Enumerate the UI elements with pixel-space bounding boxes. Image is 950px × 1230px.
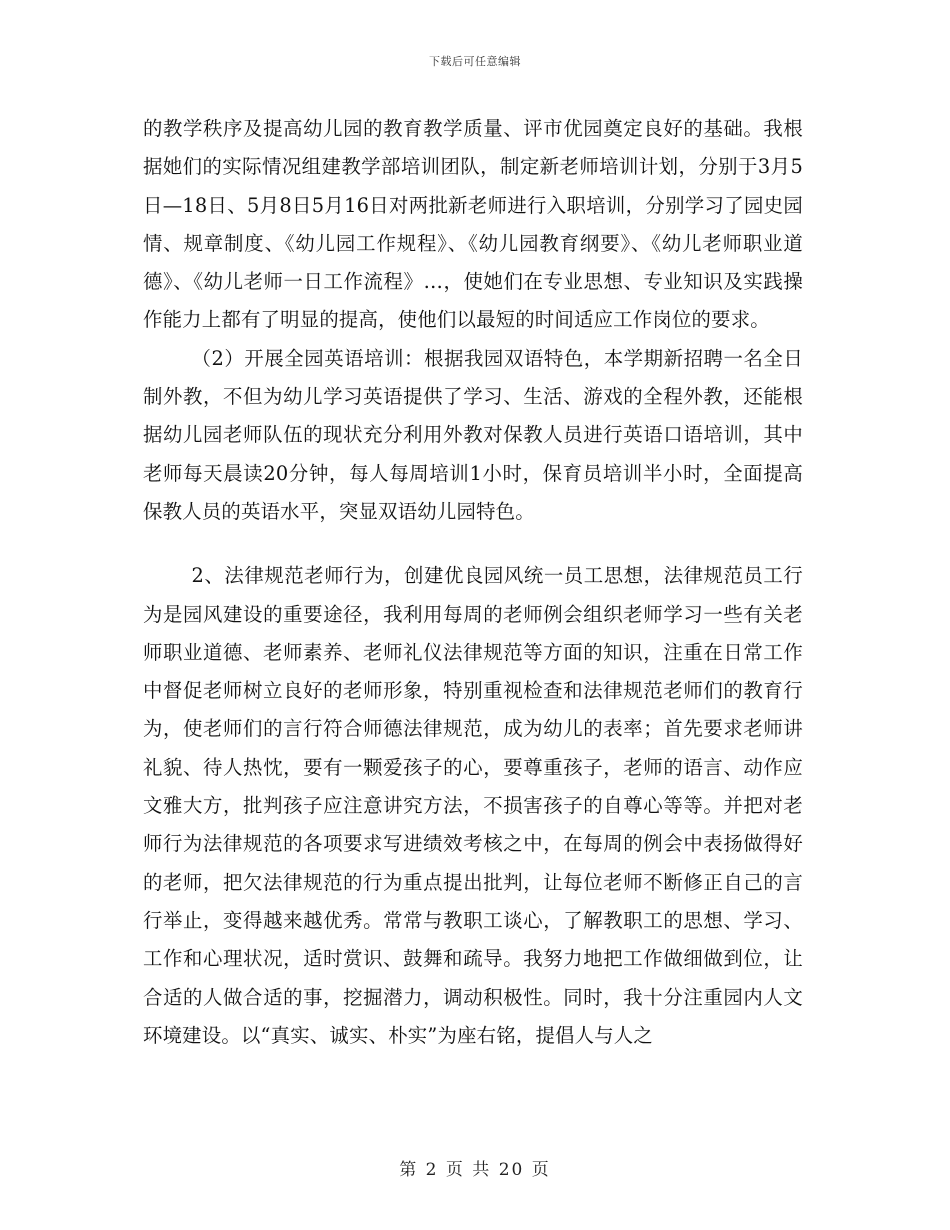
page-number-footer: 第 2 页 共 20 页: [399, 1160, 551, 1180]
paragraph-english-training: （2）开展全园英语培训：根据我园双语特色，本学期新招聘一名全日制外教，不但为幼儿学习英语提供了学习、生活、游戏的全程外教，还能根据幼儿园老师队伍的现状充分利用外教对保教人员进行英语口语培训，其中老师每天晨读20分钟，每人每周培训1小时，保育员培训半小时，全面提高保教人员的英语水平，突显双语幼儿园特色。: [143, 346, 803, 523]
paragraph-continuation: 的教学秩序及提高幼儿园的教育教学质量、评市优园奠定良好的基础。我根据她们的实际情况组建教学部培训团队，制定新老师培训计划，分别于3月5日—18日、5月8日5月16日对两批新老师进行入职培训，分别学习了园史园情、规章制度、《幼儿园工作规程》、《幼儿园教育纲要》、《幼儿老师职业道德》、《幼儿老师一日工作流程》…，使她们在专业思想、专业知识及实践操作能力上都有了明显的提高，使他们以最短的时间适应工作岗位的要求。: [143, 117, 803, 332]
paragraph-teacher-conduct: 2、法律规范老师行为，创建优良园风统一员工思想，法律规范员工行为是园风建设的重要途径，我利用每周的老师例会组织老师学习一些有关老师职业道德、老师素养、老师礼仪法律规范等方面的知识，注重在日常工作中督促老师树立良好的老师形象，特别重视检查和法律规范老师们的教育行为，使老师们的言行符合师德法律规范，成为幼儿的表率；首先要求老师讲礼貌、待人热忱，要有一颗爱孩子的心，要尊重孩子，老师的语言、动作应文雅大方，批判孩子应注意讲究方法，不损害孩子的自尊心等等。并把对老师行为法律规范的各项要求写进绩效考核之中，在每周的例会中表扬做得好的老师，把欠法律规范的行为重点提出批判，让每位老师不断修正自己的言行举止，变得越来越优秀。常常与教职工谈心，了解教职工的思想、学习、工作和心理状况，适时赏识、鼓舞和疏导。我努力地把工作做细做到位，让合适的人做合适的事，挖掘潜力，调动积极性。同时，我十分注重园内人文环境建设。以“真实、诚实、朴实”为座右铭，提倡人与人之: [143, 564, 803, 1047]
document-body: [143, 110, 803, 1055]
page-header: 下载后可任意编辑: [429, 55, 521, 68]
